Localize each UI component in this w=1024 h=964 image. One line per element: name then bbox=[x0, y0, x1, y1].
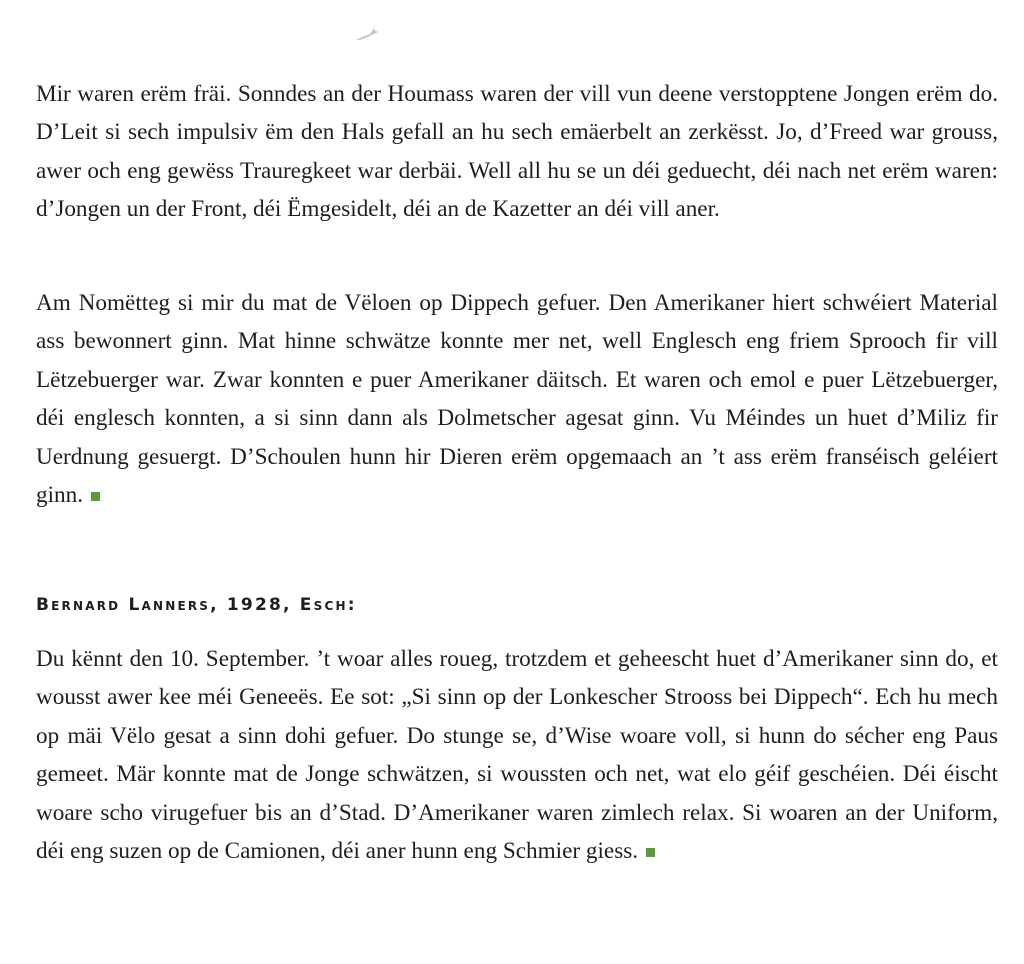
witness-heading: Bernard Lanners, 1928, Esch: bbox=[36, 595, 357, 615]
paragraph-third-text: Du kënnt den 10. September. ’t woar alles roueg, trotzdem et geheescht huet d’Amerikaner sinn do, et wousst awer kee méi Geneeës. Ee sot: „Si sinn op der Lonkescher Strooss bei Dippech“. Ech hu mech op mäi Vëlo gesat a sinn dohi gefuer. Do stunge se, d’Wise woare voll, si hunn do sécher eng Paus gemeet. Mär konnte mat de Jonge schwätzen, si woussten och net, wat elo géif geschéien. Déi éischt woare scho virugefuer bis an d’Stad. D’Amerikaner waren zimlech relax. Si woaren an der Uniform, déi eng suzen op de Camionen, déi aner hunn eng Schmier giess. bbox=[36, 646, 998, 865]
paragraph-second bbox=[36, 284, 998, 514]
paragraph-first bbox=[36, 75, 998, 229]
document-page bbox=[36, 0, 998, 964]
paragraph-first-text: Mir waren erëm fräi. Sonndes an der Houmass waren der vill vun deene verstopptene Jongen erëm do. D’Leit si sech impulsiv ëm den Hals gefall an hu sech emäerbelt an zerkësst. Jo, d’Freed war grouss, awer och eng gewëss Trauregkeet war derbäi. Well all hu se un déi geduecht, déi nach net erëm waren: d’Jongen un der Front, déi Ëmgesidelt, déi an de Kazetter an déi vill aner. bbox=[36, 81, 998, 223]
ink-speck-mark bbox=[354, 22, 380, 42]
paragraph-third bbox=[36, 640, 998, 870]
end-of-section-marker bbox=[91, 492, 100, 501]
paragraph-second-text: Am Nomëtteg si mir du mat de Vëloen op Dippech gefuer. Den Amerikaner hiert schwéiert Material ass bewonnert ginn. Mat hinne schwätze konnte mer net, well Englesch eng friem Sprooch fir vill Lëtzebuerger war. Zwar konnten e puer Amerikaner däitsch. Et waren och emol e puer Lëtzebuerger, déi englesch konnten, a si sinn dann als Dolmetscher agesat ginn. Vu Méindes un huet d’Miliz fir Uerdnung gesuergt. D’Schoulen hunn hir Dieren erëm opgemaach an ’t ass erëm franséisch geléiert ginn. bbox=[36, 290, 998, 509]
end-of-section-marker bbox=[646, 848, 655, 857]
